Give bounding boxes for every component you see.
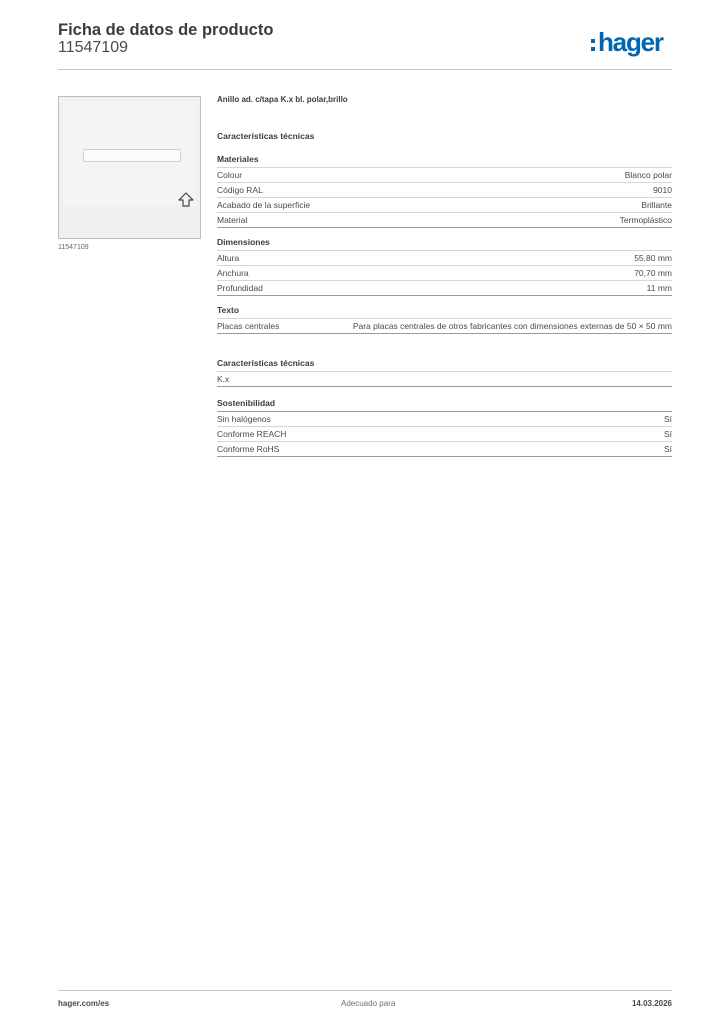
product-image xyxy=(58,96,201,239)
row-label: Acabado de la superficie xyxy=(217,200,311,210)
section-texto xyxy=(217,305,672,334)
table-row xyxy=(217,318,672,334)
header-divider xyxy=(58,69,672,70)
row-value: 70,70 mm xyxy=(634,268,672,278)
footer-divider xyxy=(58,990,672,991)
table-row xyxy=(217,182,672,197)
logo-dots-icon xyxy=(591,35,596,51)
section-caracteristicas xyxy=(217,358,672,387)
row-label: Conforme REACH xyxy=(217,429,287,439)
row-value: 11 mm xyxy=(646,283,672,293)
table-row xyxy=(217,426,672,441)
section-materiales xyxy=(217,154,672,228)
row-label: Código RAL xyxy=(217,185,263,195)
table-row xyxy=(217,212,672,228)
row-value: 9010 xyxy=(653,185,672,195)
product-number: 11547109 xyxy=(58,39,128,56)
product-name: Anillo ad. c/tapa K.x bl. polar,brillo xyxy=(217,95,348,104)
row-value: Sí xyxy=(663,444,672,454)
row-label: Material xyxy=(217,215,248,225)
row-label: Altura xyxy=(217,253,240,263)
row-label: K.x xyxy=(217,374,230,384)
arrow-up-outline-icon xyxy=(177,191,195,209)
footer-date: 14.03.2026 xyxy=(631,999,672,1008)
table-row xyxy=(217,280,672,296)
footer-suitable-for: Adecuado para xyxy=(341,999,396,1008)
table-row xyxy=(217,441,672,457)
row-label: Conforme RoHS xyxy=(217,444,280,454)
page-title: Ficha de datos de producto xyxy=(58,21,274,39)
hager-logo xyxy=(591,27,663,58)
footer-website: hager.com/es xyxy=(58,999,110,1008)
row-label: Sin halógenos xyxy=(217,414,271,424)
table-row xyxy=(217,371,672,387)
product-plate xyxy=(63,101,196,206)
row-label: Anchura xyxy=(217,268,249,278)
row-value: Brillante xyxy=(641,200,672,210)
row-label: Placas centrales xyxy=(217,321,280,331)
row-label: Profundidad xyxy=(217,283,263,293)
table-row xyxy=(217,265,672,280)
row-value: Sí xyxy=(663,429,672,439)
table-row xyxy=(217,167,672,182)
row-value: Para placas centrales de otros fabricantes con dimensiones externas de 50 × 50 mm xyxy=(352,321,672,331)
product-slot xyxy=(83,149,181,162)
row-value: Termoplástico xyxy=(619,215,672,225)
section-title: Texto xyxy=(217,305,240,315)
row-label: Colour xyxy=(217,170,243,180)
spec-content xyxy=(217,95,672,457)
tech-heading: Características técnicas xyxy=(217,131,315,141)
section-title: Materiales xyxy=(217,154,259,164)
table-row xyxy=(217,197,672,212)
row-value: 55,80 mm xyxy=(634,253,672,263)
logo-text: hager xyxy=(598,27,663,57)
section-title: Dimensiones xyxy=(217,237,270,247)
image-caption: 11547109 xyxy=(58,244,89,251)
section-title: Sostenibilidad xyxy=(217,398,276,408)
table-row xyxy=(217,411,672,426)
row-value: Sí xyxy=(663,414,672,424)
table-row xyxy=(217,250,672,265)
section-dimensiones xyxy=(217,237,672,296)
section-title: Características técnicas xyxy=(217,358,315,368)
section-sostenibilidad xyxy=(217,398,672,457)
row-value: Blanco polar xyxy=(624,170,672,180)
